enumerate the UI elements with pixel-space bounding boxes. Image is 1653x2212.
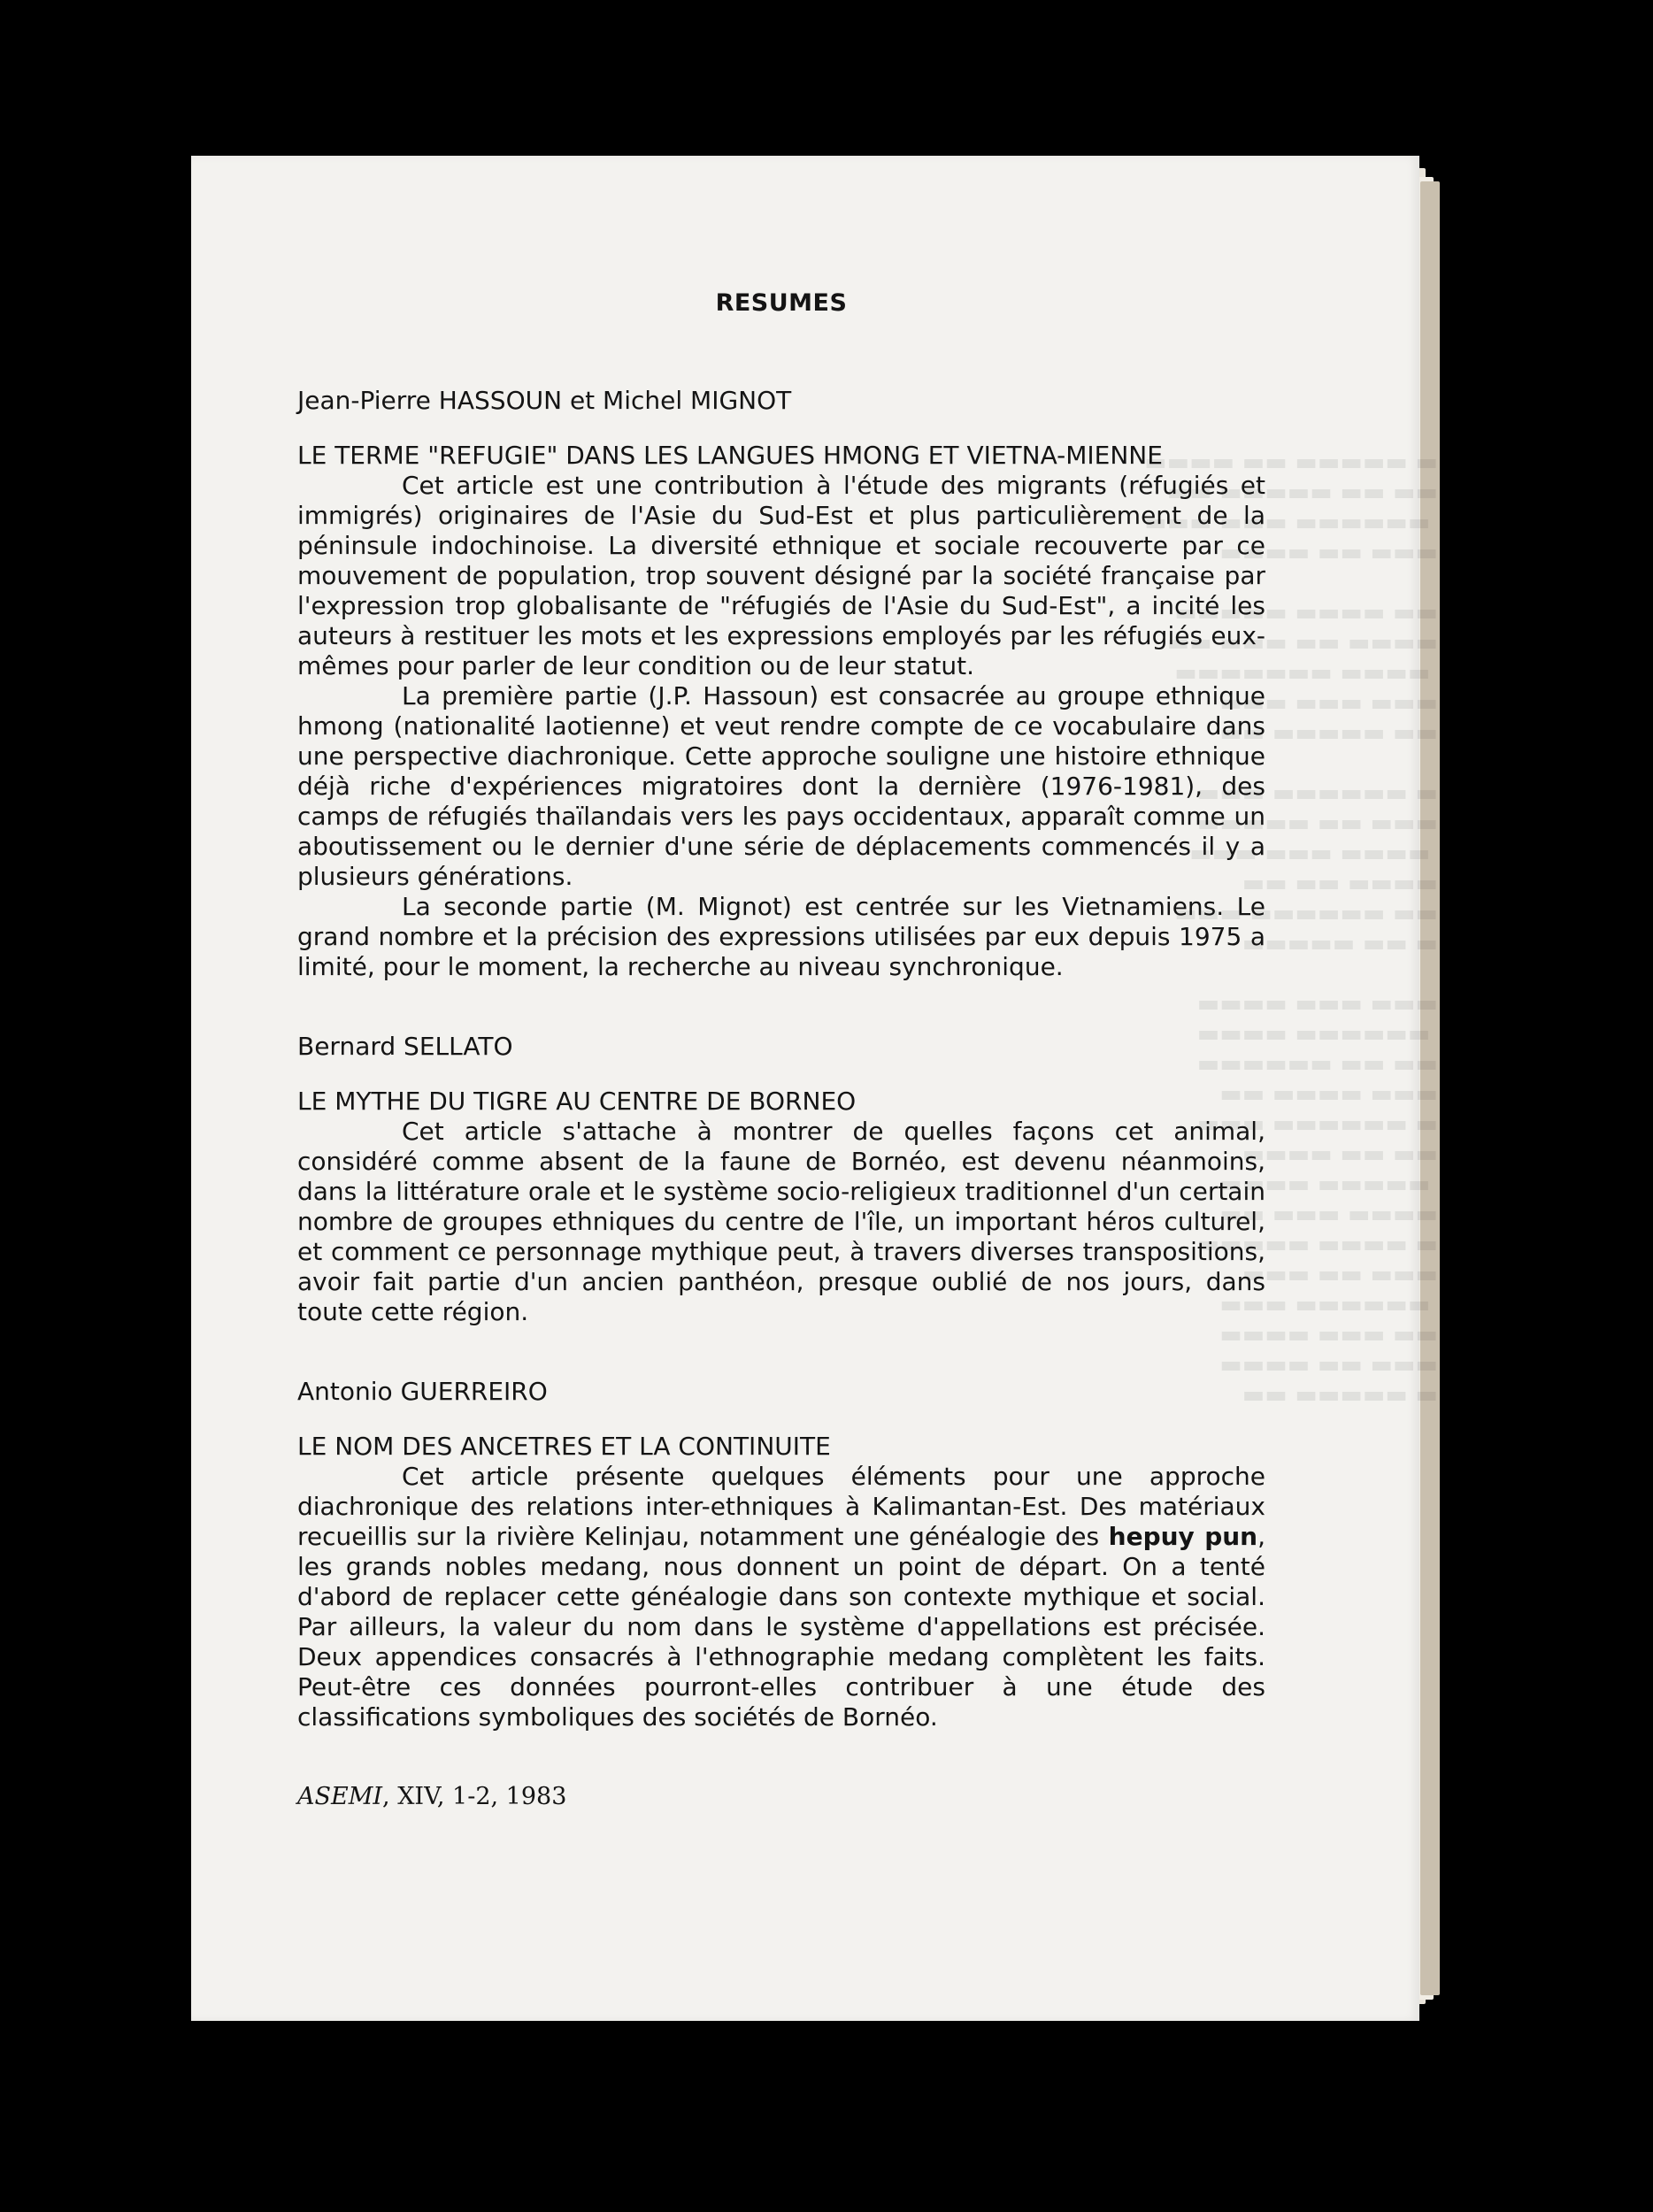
bold-term: hepuy pun: [1108, 1522, 1258, 1551]
abstract-title: LE MYTHE DU TIGRE AU CENTRE DE BORNEO: [297, 1087, 857, 1116]
abstract-title: LE TERME "REFUGIE" DANS LES LANGUES HMONG ET VIETNA-MIENNE: [297, 441, 1163, 470]
abstract-authors: Bernard SELLATO: [297, 1032, 513, 1061]
abstract-paragraph: La seconde partie (M. Mignot) est centrée sur les Vietnamiens. Le grand nombre et la précision des expressions utilisées par eux depuis 1975 a limité, pour le moment, la recherche au niveau synchronique.: [297, 892, 1265, 981]
abstract-paragraph: Cet article s'attache à montrer de quelles façons cet animal, considéré comme absent de la faune de Bornéo, est devenu néanmoins, dans la littérature orale et le système socio-religieux traditionnel d'un certain nombre de groupes ethniques du centre de l'île, un important héros culturel, et comment ce personnage mythique peut, à travers diverses transpositions, avoir fait partie d'un ancien panthéon, presque oublié de nos jours, dans toute cette région.: [297, 1117, 1265, 1326]
journal-name: ASEMI: [297, 1783, 383, 1810]
abstract-paragraph: [297, 1462, 1265, 1732]
abstracts-content: [297, 288, 1265, 1812]
show-through-texture: ▬▬▬ ▬▬▬▬▬ ▬▬ ▬▬▬▬ ▬▬▬▬ ▬▬ ▬▬▬▬▬ ▬▬ ▬▬ ▬▬▬▬▬▬ ▬▬▬ ▬▬▬ ▬▬▬▬▬ ▬▬ ▬▬▬▬ ▬▬▬▬ ▬▬▬▬ ▬▬▬▬▬ ▬▬▬▬▬▬ ▬▬ ▬▬▬ ▬▬ ▬▬ ▬▬▬▬ ▬▬▬▬▬▬▬ ▬▬▬▬▬ ▬▬▬ ▬▬▬ ▬▬▬▬ ▬▬▬▬▬ ▬▬ ▬▬▬ ▬▬▬▬▬▬ ▬▬▬ ▬▬▬▬▬ ▬▬ ▬▬▬▬▬ ▬▬ ▬▬▬▬ ▬▬▬ ▬▬▬ ▬▬▬▬▬▬ ▬▬ ▬▬ ▬▬▬▬ ▬▬▬▬▬▬ ▬▬▬ ▬▬▬ ▬▬ ▬▬▬▬▬ ▬▬▬▬▬ ▬▬▬ ▬▬▬▬ ▬▬ ▬▬▬▬▬▬ ▬▬▬▬ ▬▬▬▬ ▬▬ ▬▬▬▬▬▬ ▬▬▬▬▬ ▬▬▬▬ ▬▬ ▬▬▬ ▬▬▬▬▬▬ ▬▬▬ ▬▬▬▬ ▬▬ ▬▬▬▬ ▬▬ ▬▬▬▬▬ ▬▬▬▬ ▬▬▬▬▬▬ ▬▬▬ ▬▬ ▬▬▬ ▬▬▬▬ ▬▬▬▬▬ ▬▬▬▬▬ ▬▬ ▬▬▬ ▬▬ ▬▬▬▬▬▬ ▬▬▬ ▬▬▬▬ ▬▬▬ ▬▬▬▬ ▬▬▬▬▬ ▬▬ ▬▬▬▬ ▬▬▬ ▬▬▬▬▬ ▬▬: [1144, 449, 1483, 1409]
abstract-authors: Antonio GUERREIRO: [297, 1377, 548, 1406]
abstract-guerreiro: [297, 1377, 1265, 1732]
citation-details: , XIV, 1-2, 1983: [382, 1783, 567, 1810]
paragraph-text: Cet article présente quelques éléments pour une approche diachronique des relations inter-ethniques à Kalimantan-Est. Des matériaux recueillis sur la rivière Kelinjau, notamment une généalogie des: [297, 1462, 1265, 1551]
abstract-sellato: [297, 1032, 1265, 1327]
page-heading: RESUMES: [715, 289, 848, 317]
abstract-paragraph: La première partie (J.P. Hassoun) est consacrée au groupe ethnique hmong (nationalité laotienne) et veut rendre compte de ce vocabulaire dans une perspective diachronique. Cette approche souligne une histoire ethnique déjà riche d'expériences migratoires dont la dernière (1976-1981), des camps de réfugiés thaïlandais vers les pays occidentaux, apparaît comme un aboutissement ou le dernier d'une série de déplacements commencés il y a plusieurs générations.: [297, 681, 1265, 891]
paragraph-text: , les grands nobles medang, nous donnent un point de départ. On a tenté d'abord de replacer cette généalogie dans son contexte mythique et social. Par ailleurs, la valeur du nom dans le système d'appellations est précisée. Deux appendices consacrés à l'ethnographie medang complètent les faits. Peut-être ces données pourront-elles contribuer à une étude des classifications symboliques des sociétés de Bornéo.: [297, 1522, 1266, 1732]
abstract-title: LE NOM DES ANCETRES ET LA CONTINUITE: [297, 1432, 831, 1461]
abstract-authors: Jean-Pierre HASSOUN et Michel MIGNOT: [297, 386, 792, 415]
abstract-hassoun-mignot: [297, 386, 1265, 982]
page-sheet: [191, 156, 1483, 2021]
abstract-paragraph: Cet article est une contribution à l'étude des migrants (réfugiés et immigrés) originaires de l'Asie du Sud-Est et plus particulièrement de la péninsule indochinoise. La diversité ethnique et sociale recouverte par ce mouvement de population, trop souvent désigné par la société française par l'expression trop globalisante de "réfugiés de l'Asie du Sud-Est", a incité les auteurs à restituer les mots et les expressions employés par les réfugiés eux-mêmes pour parler de leur condition ou de leur statut.: [297, 471, 1265, 680]
journal-citation: [297, 1782, 1265, 1812]
